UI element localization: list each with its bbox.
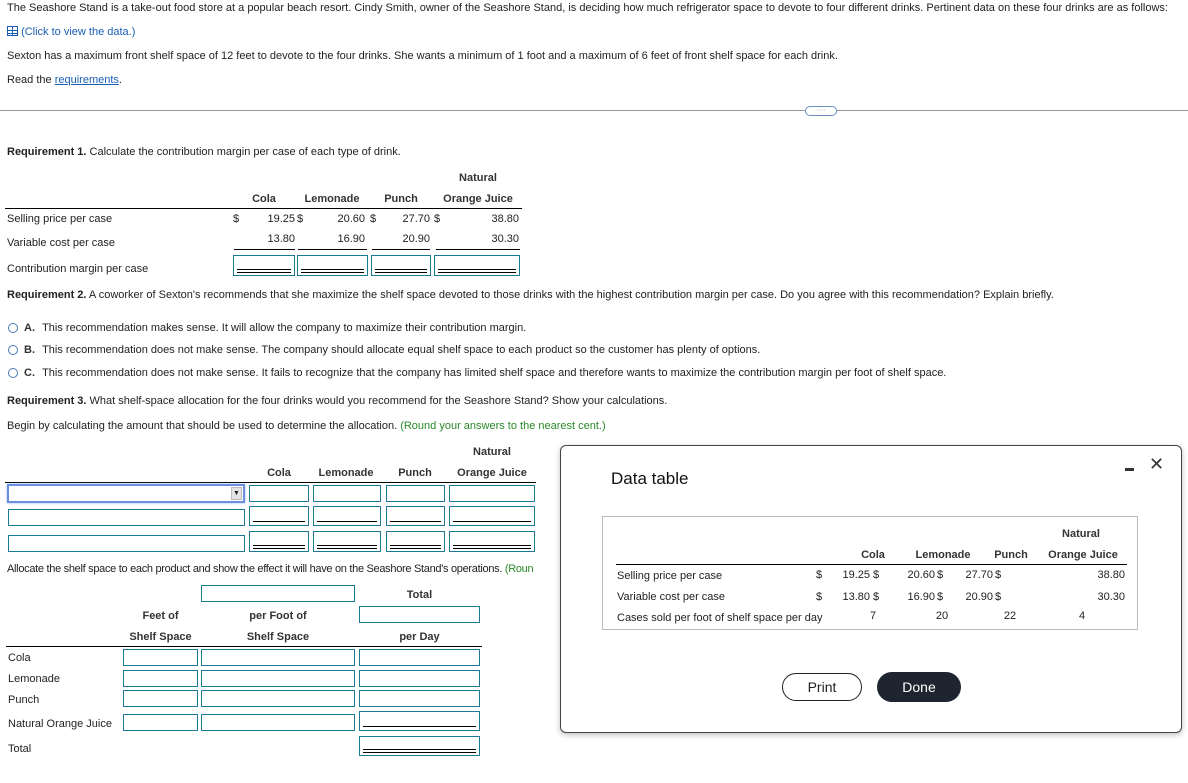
currency: $ xyxy=(937,591,944,603)
variable-punch: 20.90 xyxy=(965,591,993,603)
variable-punch: 20.90 xyxy=(402,233,430,245)
underline xyxy=(436,249,520,250)
currency: $ xyxy=(816,591,823,603)
row3-oj-input[interactable] xyxy=(449,531,535,552)
underline xyxy=(234,249,295,250)
header-rule xyxy=(5,208,522,209)
variable-cola: 13.80 xyxy=(842,591,870,603)
header-shelf-space-2: Shelf Space xyxy=(246,631,310,643)
row2-cola-input[interactable] xyxy=(249,506,309,526)
intro-text: The Seashore Stand is a take-out food store at a popular beach resort. Cindy Smith, owner of the Seashore Stand, is deciding how much refrigerator space to devote to four different drinks. Pertinent data on these four drinks are as follows: xyxy=(7,2,1168,14)
punch-per-foot-input[interactable] xyxy=(201,690,355,707)
row-label-cola: Cola xyxy=(8,652,31,664)
col-cola: Cola xyxy=(267,467,291,479)
col-oj: Orange Juice xyxy=(457,467,527,479)
selling-oj: 38.80 xyxy=(491,213,519,225)
row2-oj-input[interactable] xyxy=(449,506,535,526)
requirements-link[interactable]: requirements xyxy=(54,74,119,86)
cases-cola: 7 xyxy=(869,610,877,622)
lemonade-total-input[interactable] xyxy=(359,670,480,687)
col-lemonade: Lemonade xyxy=(318,467,374,479)
currency: $ xyxy=(297,213,304,225)
allocate-instruction: Allocate the shelf space to each product and show the effect it will have on the Seashore Stand's operations. xyxy=(7,563,505,575)
row-label-oj: Natural Orange Juice xyxy=(8,718,112,730)
selling-punch: 27.70 xyxy=(402,213,430,225)
variable-lemonade: 16.90 xyxy=(907,591,935,603)
option-letter: B. xyxy=(24,344,35,356)
constraint-text: Sexton has a maximum front shelf space of 12 feet to devote to the four drinks. She wants a minimum of 1 foot and a maximum of 6 feet of front shelf space for each drink. xyxy=(7,50,838,62)
variable-cola: 13.80 xyxy=(267,233,295,245)
row3-cola-input[interactable] xyxy=(249,531,309,552)
cases-lemonade: 20 xyxy=(935,610,949,622)
selling-oj: 38.80 xyxy=(1097,569,1125,581)
req1-title xyxy=(7,146,401,158)
middle-header-input[interactable] xyxy=(201,585,355,602)
underline xyxy=(298,249,367,250)
header-rule xyxy=(5,482,536,483)
row-label-total: Total xyxy=(8,743,32,755)
cm-label: Contribution margin per case xyxy=(7,263,149,275)
done-button[interactable]: Done xyxy=(877,672,961,702)
row2-lemonade-input[interactable] xyxy=(313,506,381,526)
col-oj: Orange Juice xyxy=(443,193,513,205)
col-natural: Natural xyxy=(459,172,497,184)
begin-text: Begin by calculating the amount that should be used to determine the allocation. xyxy=(7,420,401,432)
selling-lemonade: 20.60 xyxy=(337,213,365,225)
expand-handle[interactable]: ···· xyxy=(805,106,837,116)
lemonade-per-foot-input[interactable] xyxy=(201,670,355,687)
cola-total-input[interactable] xyxy=(359,649,480,666)
option-letter: A. xyxy=(24,322,35,334)
cola-feet-input[interactable] xyxy=(123,649,198,666)
minimize-icon[interactable] xyxy=(1125,468,1134,471)
col-oj: Orange Juice xyxy=(1048,549,1118,561)
selling-cola: 19.25 xyxy=(267,213,295,225)
oj-feet-input[interactable] xyxy=(123,714,198,731)
cm-oj-input[interactable] xyxy=(434,255,520,276)
col-natural: Natural xyxy=(473,446,511,458)
radio-a[interactable] xyxy=(8,323,18,333)
header-rule xyxy=(6,646,482,647)
header-per-day: per Day xyxy=(399,631,440,643)
header-per-foot-of: per Foot of xyxy=(249,610,307,622)
view-data-link-label[interactable]: (Click to view the data.) xyxy=(21,26,136,38)
oj-total-input[interactable] xyxy=(359,711,480,731)
req3-begin xyxy=(7,420,606,432)
dropdown-arrow-icon[interactable]: ▼ xyxy=(231,487,242,500)
allocation-basis-dropdown[interactable] xyxy=(7,484,245,503)
header-feet-of: Feet of xyxy=(142,610,179,622)
divider xyxy=(0,110,1188,111)
row3-punch-input[interactable] xyxy=(386,531,445,552)
selling-cola: 19.25 xyxy=(842,569,870,581)
punch-total-input[interactable] xyxy=(359,690,480,707)
selling-label: Selling price per case xyxy=(617,570,723,582)
radio-b[interactable] xyxy=(8,345,18,355)
req1-text: Calculate the contribution margin per case of each type of drink. xyxy=(86,146,401,158)
underline xyxy=(372,249,430,250)
cm-lemonade-input[interactable] xyxy=(297,255,368,276)
header-rule xyxy=(616,564,1127,565)
option-c[interactable] xyxy=(8,367,946,379)
round-note: (Round your answers to the nearest cent.) xyxy=(400,420,606,432)
row2-punch-input[interactable] xyxy=(386,506,445,526)
grand-total-input[interactable] xyxy=(359,736,480,756)
close-icon[interactable]: ✕ xyxy=(1149,454,1165,474)
variable-label: Variable cost per case xyxy=(7,237,116,249)
selling-label: Selling price per case xyxy=(7,213,113,225)
req3-label: Requirement 3. xyxy=(7,395,87,407)
row-label-lemonade: Lemonade xyxy=(8,673,60,685)
currency: $ xyxy=(995,569,1002,581)
cola-per-foot-input[interactable] xyxy=(201,649,355,666)
option-letter: C. xyxy=(24,367,35,379)
cases-punch: 22 xyxy=(1003,610,1017,622)
cases-oj: 4 xyxy=(1078,610,1086,622)
allocate-text xyxy=(7,563,533,575)
col-punch: Punch xyxy=(994,549,1028,561)
col-cola: Cola xyxy=(252,193,276,205)
req2-text: A coworker of Sexton's recommends that she maximize the shelf space devoted to those drinks with the highest contribution margin per case. Do you agree with this recommendation? Explain briefly. xyxy=(86,289,1054,301)
read-suffix: . xyxy=(118,74,122,86)
variable-oj: 30.30 xyxy=(1097,591,1125,603)
col-punch: Punch xyxy=(398,467,432,479)
req2-label: Requirement 2. xyxy=(7,289,87,301)
currency: $ xyxy=(816,569,823,581)
data-table xyxy=(602,516,1138,630)
variable-lemonade: 16.90 xyxy=(337,233,365,245)
col-natural: Natural xyxy=(1062,528,1100,540)
option-text: This recommendation does not make sense. It fails to recognize that the company has limited shelf space and therefore wants to maximize the contribution margin per foot of shelf space. xyxy=(42,367,947,379)
header-total: Total xyxy=(406,589,433,601)
req1-label: Requirement 1. xyxy=(7,146,87,158)
cm-cola-input[interactable] xyxy=(233,255,295,276)
col-cola: Cola xyxy=(861,549,885,561)
col-lemonade: Lemonade xyxy=(915,549,971,561)
selling-lemonade: 20.60 xyxy=(907,569,935,581)
lemonade-feet-input[interactable] xyxy=(123,670,198,687)
option-text: This recommendation does not make sense. The company should allocate equal shelf space to each product so the customer has plenty of options. xyxy=(42,344,761,356)
basis-punch-input[interactable] xyxy=(386,485,445,502)
option-a[interactable] xyxy=(8,322,526,334)
punch-feet-input[interactable] xyxy=(123,690,198,707)
dialog-title: Data table xyxy=(611,469,689,488)
currency: $ xyxy=(233,213,240,225)
read-prefix: Read the xyxy=(7,74,55,86)
row-label-punch: Punch xyxy=(8,694,40,706)
row2-label-input[interactable] xyxy=(8,509,245,526)
option-text: This recommendation makes sense. It will allow the company to maximize their contribution margin. xyxy=(42,322,527,334)
read-requirements xyxy=(7,74,122,86)
print-button[interactable]: Print xyxy=(782,673,862,701)
cases-label: Cases sold per foot of shelf space per day xyxy=(617,612,823,624)
currency: $ xyxy=(937,569,944,581)
data-table-dialog xyxy=(560,445,1182,733)
currency: $ xyxy=(434,213,441,225)
row3-lemonade-input[interactable] xyxy=(313,531,381,552)
total-header-input[interactable] xyxy=(359,606,480,623)
cm-punch-input[interactable] xyxy=(371,255,431,276)
currency: $ xyxy=(873,569,880,581)
header-shelf-space: Shelf Space xyxy=(129,631,192,643)
option-b[interactable] xyxy=(8,344,760,356)
req3-text: What shelf-space allocation for the four drinks would you recommend for the Seashore Stand? Show your calculations. xyxy=(86,395,668,407)
oj-per-foot-input[interactable] xyxy=(201,714,355,731)
radio-c[interactable] xyxy=(8,368,18,378)
basis-lemonade-input[interactable] xyxy=(313,485,381,502)
req3-title xyxy=(7,395,667,407)
currency: $ xyxy=(873,591,880,603)
col-lemonade: Lemonade xyxy=(304,193,360,205)
view-data-link[interactable] xyxy=(7,26,135,38)
col-punch: Punch xyxy=(384,193,418,205)
req2-title xyxy=(7,289,1054,301)
selling-punch: 27.70 xyxy=(965,569,993,581)
round-note: (Roun xyxy=(504,563,534,575)
variable-label: Variable cost per case xyxy=(617,591,726,603)
variable-oj: 30.30 xyxy=(491,233,519,245)
table-icon xyxy=(7,26,18,36)
basis-cola-input[interactable] xyxy=(249,485,309,502)
row3-label-input[interactable] xyxy=(8,535,245,552)
currency: $ xyxy=(995,591,1002,603)
currency: $ xyxy=(370,213,377,225)
basis-oj-input[interactable] xyxy=(449,485,535,502)
